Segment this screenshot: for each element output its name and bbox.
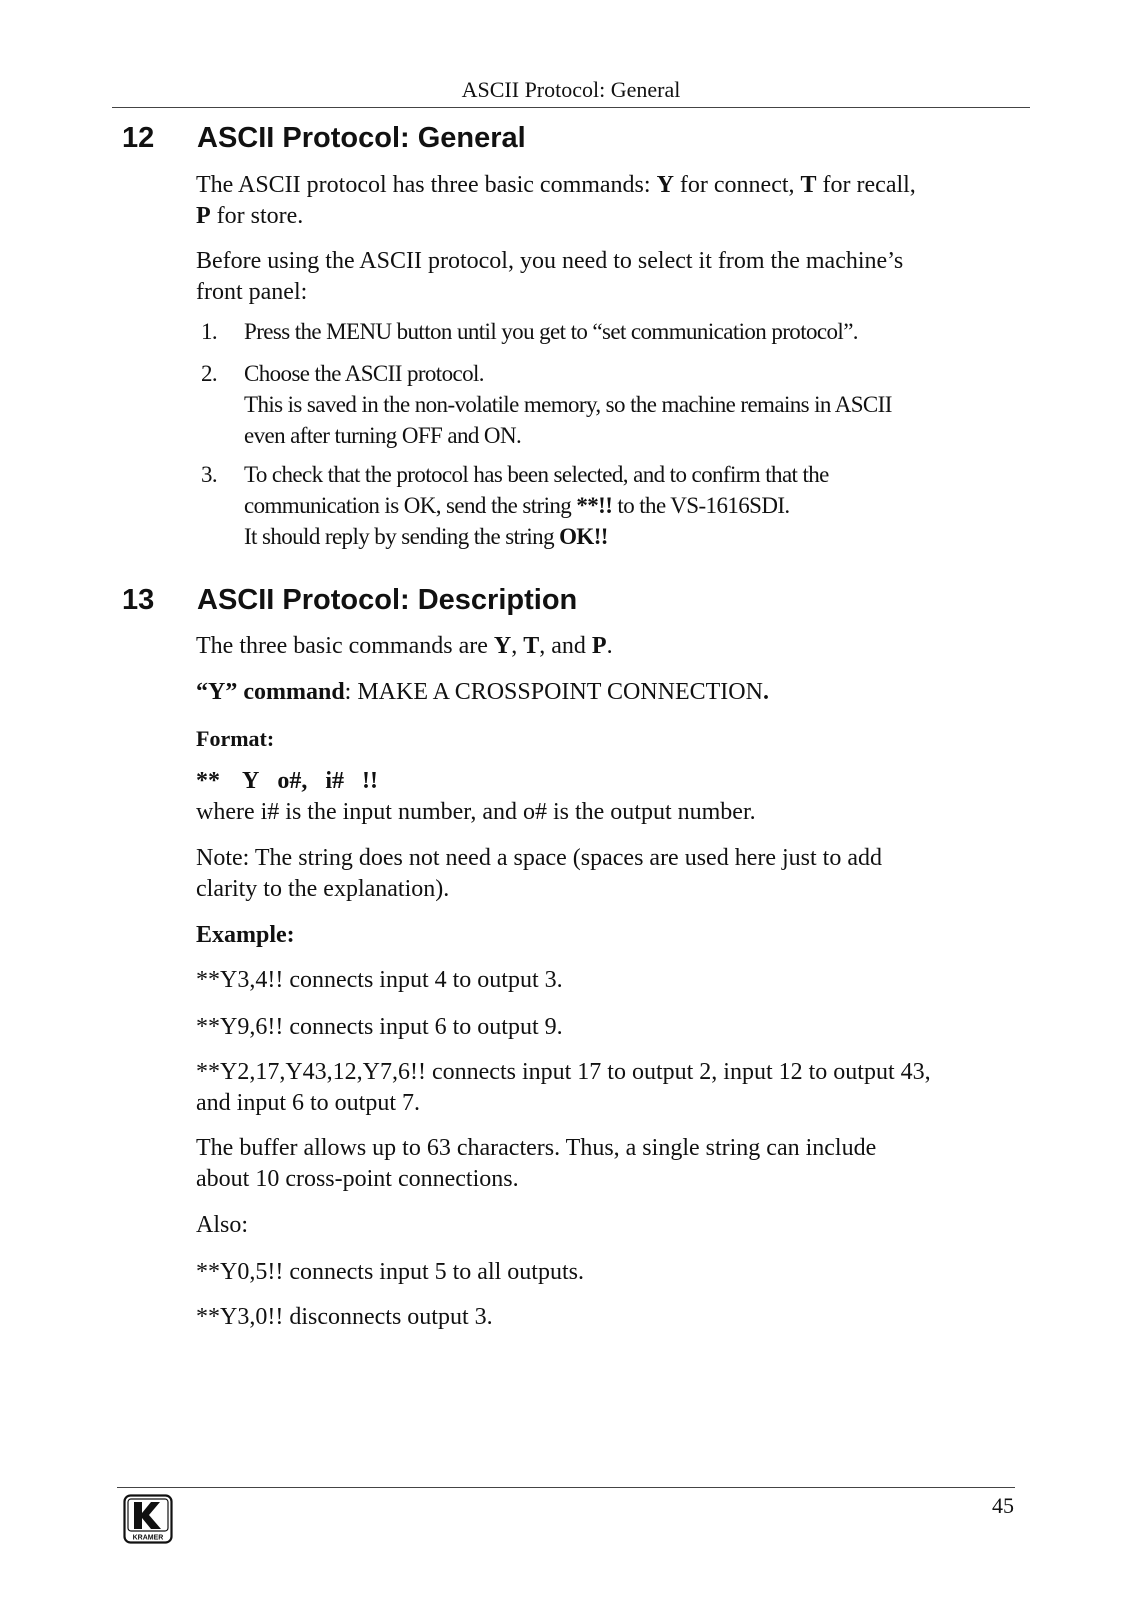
- text-run: : MAKE A CROSSPOINT CONNECTION: [344, 679, 763, 705]
- step-text: Choose the ASCII protocol.: [244, 361, 484, 386]
- text-run: for connect,: [673, 172, 801, 198]
- bold-t: T: [523, 633, 540, 659]
- text-run: for recall,: [816, 172, 916, 198]
- buffer-paragraph: [196, 1133, 1026, 1195]
- step-text: communication is OK, send the string: [244, 493, 577, 518]
- text-run: The three basic commands are: [196, 633, 494, 659]
- example-1: [196, 965, 1026, 996]
- text-line: front panel:: [196, 279, 308, 305]
- bold-t: T: [800, 172, 817, 198]
- step-2: [196, 358, 1026, 451]
- example-text: **Y0,5!! connects input 5 to all outputs.: [196, 1259, 584, 1285]
- bold-p: P: [591, 633, 607, 659]
- paragraph-commands: [196, 170, 1026, 232]
- example-label-text: Example:: [196, 922, 295, 948]
- y-command-line: [196, 677, 1026, 708]
- example-4: [196, 1257, 1026, 1288]
- step-text: Press the MENU button until you get to “set communication protocol”.: [244, 319, 858, 344]
- paragraph-text: Also:: [196, 1212, 249, 1238]
- list-item: [196, 316, 1026, 347]
- syntax-part: o#,: [277, 768, 308, 794]
- paragraph-text: [196, 246, 1026, 308]
- bold-p: P: [196, 203, 211, 229]
- section-title: ASCII Protocol: General: [197, 122, 526, 154]
- example-text: **Y9,6!! connects input 6 to output 9.: [196, 1014, 563, 1040]
- step-text: to the VS-1616SDI.: [612, 493, 790, 518]
- syntax-part: i#: [325, 768, 345, 794]
- step-number: 1.: [201, 319, 218, 344]
- section-title: ASCII Protocol: Description: [197, 584, 578, 616]
- paragraph-text: [196, 1133, 1026, 1195]
- paragraph-before-using: [196, 246, 1026, 308]
- step-text: To check that the protocol has been selected, and to confirm that the: [244, 462, 829, 487]
- step-3: [196, 459, 1026, 552]
- text-line: Note: The string does not need a space (spaces are used here just to add: [196, 845, 882, 871]
- step-number: 2.: [201, 361, 218, 386]
- text-line: about 10 cross-point connections.: [196, 1166, 519, 1192]
- example-2: [196, 1012, 1026, 1043]
- section-number: 13: [122, 584, 155, 616]
- footer-rule: [117, 1487, 1015, 1488]
- section-number: 12: [122, 122, 155, 154]
- example-text: [196, 1057, 1026, 1119]
- format-block: [196, 766, 1026, 828]
- section-13-heading: [122, 583, 577, 617]
- list-item: [196, 358, 1026, 451]
- step-text: even after turning OFF and ON.: [244, 423, 522, 448]
- bold-string: **!!: [576, 493, 613, 518]
- step-1: [196, 316, 1026, 347]
- syntax-part: !!: [362, 768, 378, 794]
- text-line: **Y2,17,Y43,12,Y7,6!! connects input 17 to output 2, input 12 to output 43,: [196, 1059, 931, 1085]
- section-12-heading: [122, 121, 526, 155]
- syntax-part: **: [196, 768, 220, 794]
- list-item: [196, 459, 1026, 552]
- step-number: 3.: [201, 462, 218, 487]
- text-line: and input 6 to output 7.: [196, 1090, 420, 1116]
- text-run: ,: [511, 633, 524, 659]
- text-run: for store.: [210, 203, 304, 229]
- logo-text: KRAMER: [132, 1534, 164, 1542]
- text-run: , and: [539, 633, 592, 659]
- paragraph-text: [196, 677, 1026, 708]
- section-12-intro: [196, 170, 1026, 232]
- text-line: clarity to the explanation).: [196, 876, 450, 902]
- example-label: [196, 920, 1026, 951]
- format-description: where i# is the input number, and o# is the output number.: [196, 799, 756, 825]
- example-3: [196, 1057, 1026, 1119]
- bold-y: Y: [656, 172, 674, 198]
- format-syntax: [196, 766, 1026, 797]
- format-label: [196, 723, 1026, 754]
- step-text: It should reply by sending the string: [244, 524, 560, 549]
- bold-y: Y: [493, 633, 512, 659]
- note-paragraph: [196, 843, 1026, 905]
- text-line: Before using the ASCII protocol, you need to select it from the machine’s: [196, 248, 904, 274]
- bold-string: OK!!: [559, 524, 608, 549]
- text-run: .: [606, 633, 613, 659]
- also-label: [196, 1210, 1026, 1241]
- running-header: ASCII Protocol: General: [461, 77, 681, 102]
- syntax-part: Y: [242, 768, 260, 794]
- kramer-logo-icon: [123, 1494, 173, 1544]
- paragraph-text: [196, 631, 1026, 662]
- step-text: This is saved in the non-volatile memory, so the machine remains in ASCII: [244, 392, 892, 417]
- text-run: The ASCII protocol has three basic commands:: [196, 172, 657, 198]
- page-number: 45: [992, 1493, 1014, 1518]
- text-line: The buffer allows up to 63 characters. Thus, a single string can include: [196, 1135, 877, 1161]
- paragraph-text: [196, 843, 1026, 905]
- example-text: **Y3,0!! disconnects output 3.: [196, 1304, 493, 1330]
- y-command-label: “Y” command: [196, 679, 345, 705]
- example-text: **Y3,4!! connects input 4 to output 3.: [196, 967, 563, 993]
- format-label-text: Format:: [196, 726, 275, 751]
- header-rule: [112, 107, 1030, 108]
- paragraph-three-commands: [196, 631, 1026, 662]
- text-run: .: [762, 679, 769, 705]
- example-5: [196, 1302, 1026, 1333]
